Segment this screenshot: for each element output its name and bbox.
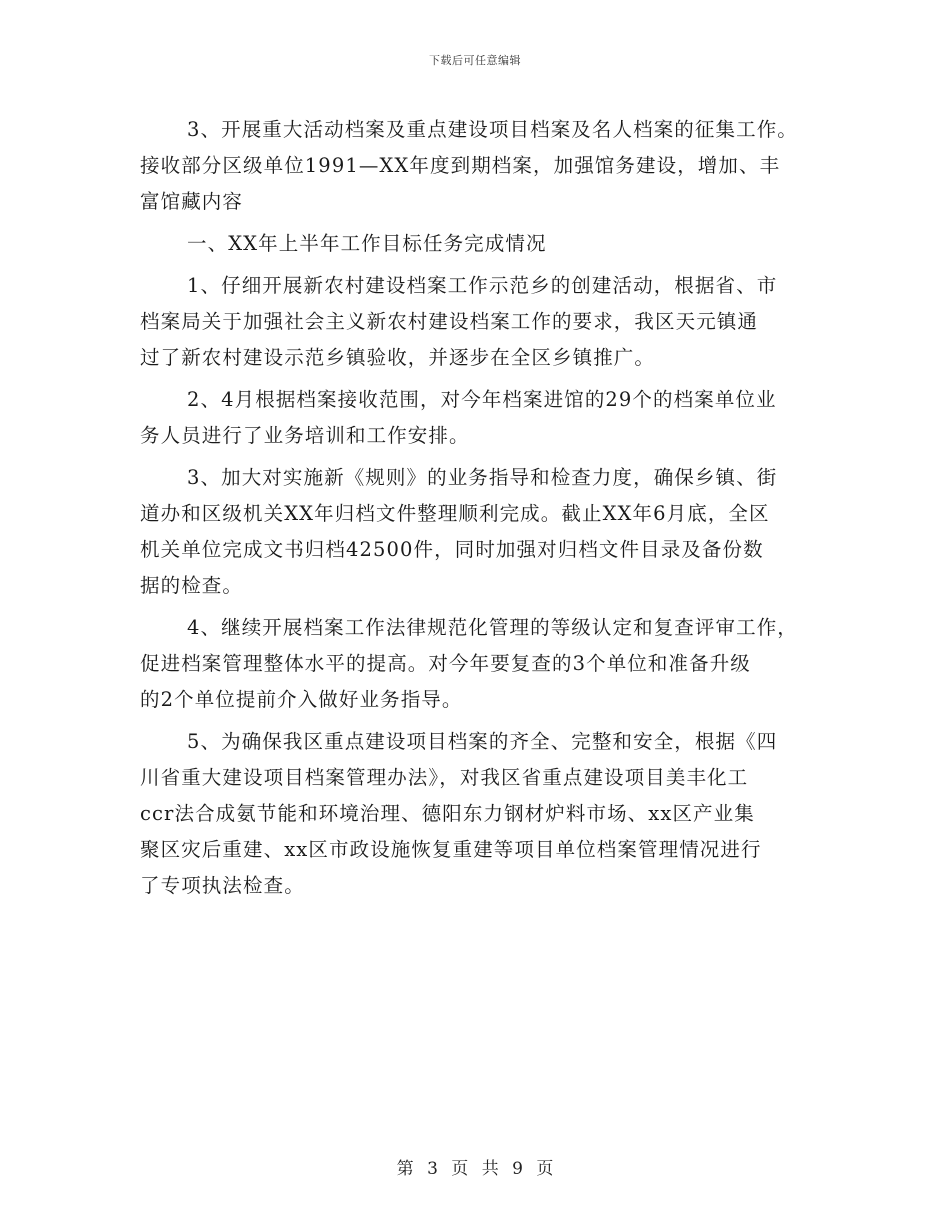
total-pages: 9 bbox=[512, 1159, 523, 1179]
text-line: 4、继续开展档案工作法律规范化管理的等级认定和复查评审工作， bbox=[187, 616, 798, 639]
text-line: 据的检查。 bbox=[140, 574, 244, 597]
page-number bbox=[0, 1154, 950, 1179]
page-suffix: 页 bbox=[536, 1159, 554, 1179]
section-heading bbox=[140, 226, 830, 262]
text-line: 道办和区级机关XX年归档文件整理顺利完成。截止XX年6月底，全区 bbox=[140, 502, 770, 525]
text-line: 接收部分区级单位1991—XX年度到期档案，加强馆务建设，增加、丰 bbox=[140, 154, 781, 177]
page-word: 页 bbox=[451, 1159, 469, 1179]
text-line: 3、加大对实施新《规则》的业务指导和检查力度，确保乡镇、街 bbox=[187, 466, 778, 489]
text-line: 1、仔细开展新农村建设档案工作示范乡的创建活动，根据省、市 bbox=[187, 274, 778, 297]
text-line: 一、XX年上半年工作目标任务完成情况 bbox=[187, 232, 547, 255]
paragraph bbox=[140, 610, 830, 718]
text-line: 的2个单位提前介入做好业务指导。 bbox=[140, 688, 463, 711]
text-line: 富馆藏内容 bbox=[140, 190, 244, 213]
paragraph bbox=[140, 112, 830, 220]
download-note: 下载后可任意编辑 bbox=[429, 54, 521, 67]
text-line: 促进档案管理整体水平的提高。对今年要复查的3个单位和准备升级 bbox=[140, 652, 751, 675]
text-line: 3、开展重大活动档案及重点建设项目档案及名人档案的征集工作。 bbox=[187, 118, 798, 141]
text-line: 档案局关于加强社会主义新农村建设档案工作的要求，我区天元镇通 bbox=[140, 310, 759, 333]
total-word: 共 bbox=[481, 1159, 499, 1179]
current-page: 3 bbox=[427, 1159, 438, 1179]
document-body bbox=[140, 112, 830, 910]
text-line: 川省重大建设项目档案管理办法》，对我区省重点建设项目美丰化工 bbox=[140, 766, 749, 789]
text-line: 机关单位完成文书归档42500件，同时加强对归档文件目录及备份数 bbox=[140, 538, 764, 561]
paragraph bbox=[140, 460, 830, 604]
paragraph bbox=[140, 724, 830, 904]
paragraph bbox=[140, 268, 830, 376]
paragraph bbox=[140, 382, 830, 454]
text-line: 5、为确保我区重点建设项目档案的齐全、完整和安全，根据《四 bbox=[187, 730, 778, 753]
text-line: 务人员进行了业务培训和工作安排。 bbox=[140, 424, 470, 447]
text-line: 过了新农村建设示范乡镇验收，并逐步在全区乡镇推广。 bbox=[140, 346, 656, 369]
text-line: ccr法合成氨节能和环境治理、德阳东力钢材炉料市场、xx区产业集 bbox=[140, 802, 755, 825]
text-line: 聚区灾后重建、xx区市政设施恢复重建等项目单位档案管理情况进行 bbox=[140, 838, 762, 861]
page-prefix: 第 bbox=[396, 1159, 414, 1179]
text-line: 2、4月根据档案接收范围，对今年档案进馆的29个的档案单位业 bbox=[187, 388, 777, 411]
text-line: 了专项执法检查。 bbox=[140, 874, 305, 897]
